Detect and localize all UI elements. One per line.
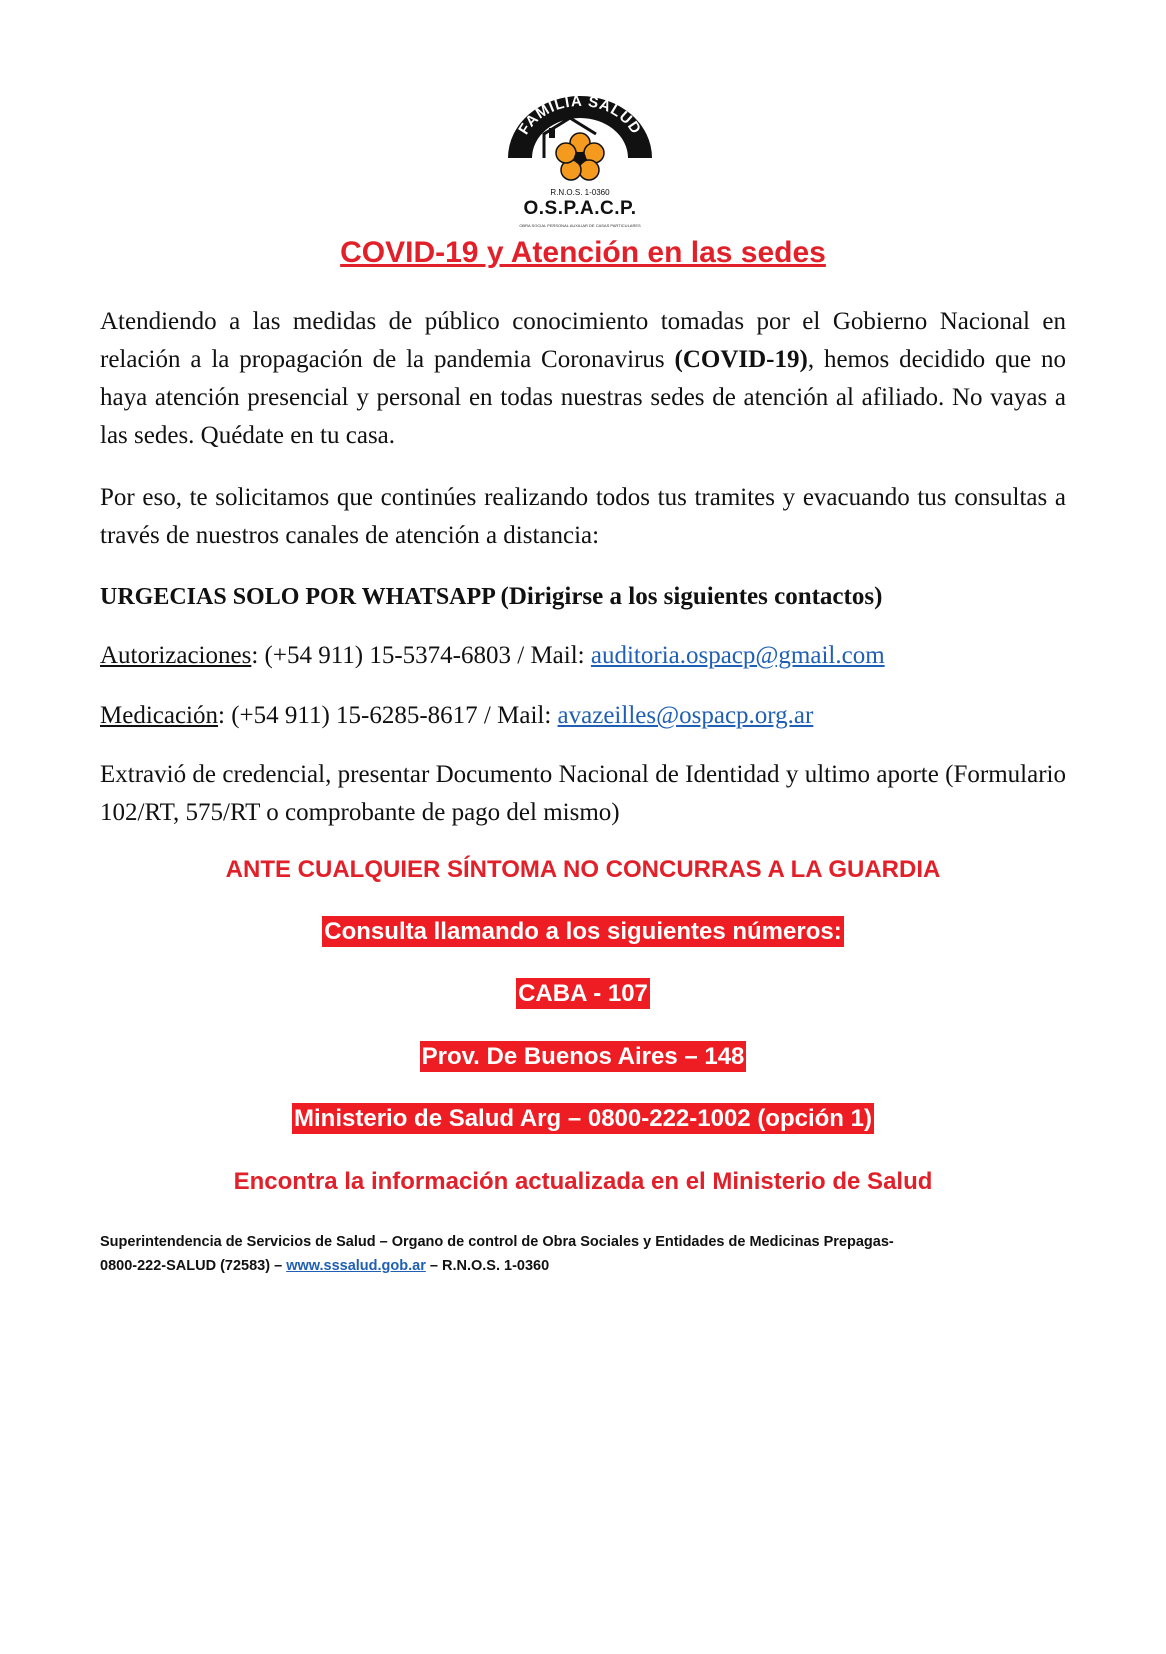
channels-paragraph: Por eso, te solicitamos que continúes realizando todos tus tramites y evacuando tus consultas a través de nuestros canales de atención a distancia:	[100, 484, 1066, 549]
number-caba-line	[0, 980, 1166, 1008]
footer-phone: 0800-222-SALUD (72583) –	[100, 1258, 287, 1274]
autorizaciones-label: Autorizaciones	[100, 642, 252, 669]
medicacion-contact	[100, 697, 1066, 735]
autorizaciones-contact	[100, 637, 1066, 675]
intro-text-after: , hemos decidido que no haya atención presencial y personal en todas nuestras sedes de atención al afiliado. No vayas a las sedes. Quédate en tu casa.	[100, 346, 1066, 449]
autorizaciones-email-link[interactable]: auditoria.ospacp@gmail.com	[590, 642, 885, 669]
intro-text-before: Atendiendo a las medidas de público conocimiento tomadas por el Gobierno Nacional en relación a la propagación de la pandemia Coronavirus	[100, 308, 1066, 373]
footer-rnos: – R.N.O.S. 1-0360	[425, 1258, 550, 1274]
footer-sssalud-link[interactable]: www.sssalud.gob.ar	[286, 1258, 426, 1274]
alert-info: Encontra la información actualizada en el Ministerio de Salud	[233, 1168, 933, 1195]
alert-call-line	[0, 918, 1166, 946]
medicacion-text: : (+54 911) 15-6285-8617 / Mail:	[218, 702, 558, 729]
intro-paragraph	[100, 303, 1066, 455]
alert-call: Consulta llamando a los siguientes números:	[324, 918, 842, 945]
number-provincia-line	[0, 1043, 1166, 1071]
logo-emblem-icon	[500, 92, 660, 192]
number-caba: CABA - 107	[518, 980, 648, 1007]
intro-text-bold: (COVID-19)	[674, 346, 808, 373]
alert-headline: ANTE CUALQUIER SÍNTOMA NO CONCURRAS A LA GUARDIA	[225, 856, 941, 883]
urgencias-main: URGECIAS SOLO POR WHATSAPP	[100, 584, 501, 610]
number-ministerio-line	[0, 1105, 1166, 1133]
page-title: COVID-19 y Atención en las sedes	[340, 236, 826, 269]
footer-line-2	[100, 1254, 1060, 1278]
logo-arc-text: FAMILIA SALUD	[515, 92, 645, 138]
number-provincia: Prov. De Buenos Aires – 148	[421, 1043, 745, 1070]
number-ministerio: Ministerio de Salud Arg – 0800-222-1002 (opción 1)	[294, 1105, 872, 1132]
logo-name: O.S.P.A.C.P.	[523, 198, 637, 219]
medicacion-email-link[interactable]: avazeilles@ospacp.org.ar	[557, 702, 814, 729]
extravio-paragraph: Extravió de credencial, presentar Documento Nacional de Identidad y ultimo aporte (Formulario 102/RT, 575/RT o comprobante de pago del mismo)	[100, 761, 1066, 826]
ospacp-logo	[500, 92, 660, 232]
urgencias-heading	[100, 578, 1066, 616]
footer-line-1: Superintendencia de Servicios de Salud – Organo de control de Obra Sociales y Entidades de Medicinas Prepagas-	[100, 1234, 894, 1250]
autorizaciones-text: : (+54 911) 15-5374-6803 / Mail:	[251, 642, 591, 669]
logo-subtitle: OBRA SOCIAL PERSONAL AUXILIAR DE CASAS PARTICULARES	[519, 223, 641, 228]
logo-rnos: R.N.O.S. 1-0360	[550, 188, 610, 197]
urgencias-sub: (Dirigirse a los siguientes contactos)	[500, 583, 883, 610]
medicacion-label: Medicación	[100, 702, 219, 729]
